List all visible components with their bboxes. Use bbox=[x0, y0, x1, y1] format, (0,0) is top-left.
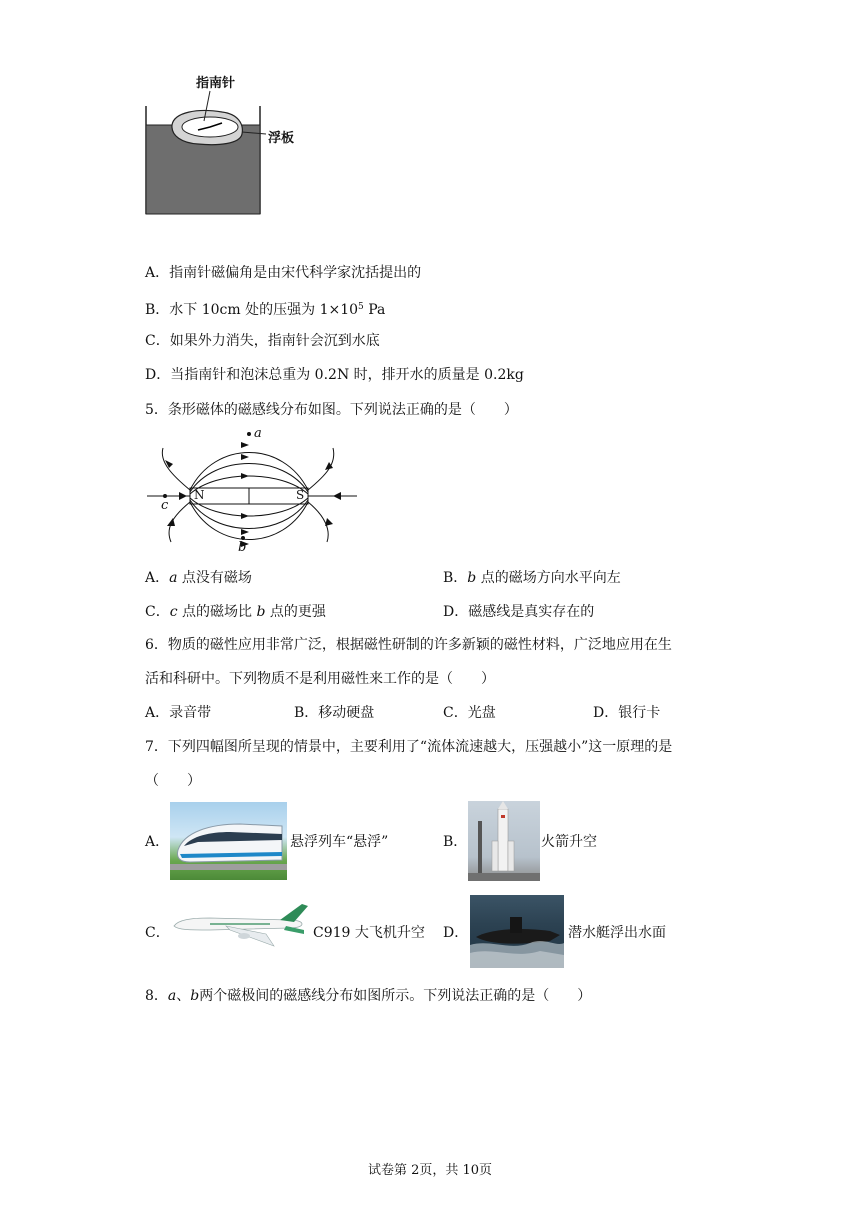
q5-option-d bbox=[443, 602, 594, 622]
q8-var-a: a bbox=[167, 988, 177, 1004]
rocket-launch-image bbox=[468, 801, 540, 881]
submarine-image bbox=[470, 895, 564, 968]
q7-c-letter: C． bbox=[145, 925, 170, 941]
q5-stem: 5．条形磁体的磁感线分布如图。下列说法正确的是（ ） bbox=[145, 402, 518, 418]
q5-a-var: a bbox=[169, 570, 178, 586]
q7-a-text: 悬浮列车“悬浮” bbox=[290, 834, 389, 850]
q7-stem-line1: 7．下列四幅图所呈现的情景中，主要利用了“流体流速越大，压强越小”这一原理的是 bbox=[145, 739, 673, 755]
q5-b-text: 点的磁场方向水平向左 bbox=[476, 570, 621, 586]
magnet-label-c: c bbox=[161, 498, 169, 513]
bar-magnet-figure bbox=[145, 426, 365, 560]
airplane-svg bbox=[170, 904, 310, 950]
label-compass-needle: 指南针 bbox=[196, 76, 236, 91]
q4-b-text: 水下 10cm 处的压强为 1×10 bbox=[169, 302, 359, 318]
q5-a-text: 点没有磁场 bbox=[177, 570, 252, 586]
q8-stem bbox=[145, 986, 591, 1006]
rocket-svg bbox=[468, 801, 540, 881]
q7-d-text: 潜水艇浮出水面 bbox=[568, 925, 666, 941]
q7-c-text: C919 大飞机升空 bbox=[313, 925, 425, 941]
q4-c-letter: C． bbox=[145, 333, 170, 349]
q5-d-text: 磁感线是真实存在的 bbox=[468, 604, 595, 620]
q5-option-a bbox=[145, 568, 252, 588]
q5-option-c bbox=[145, 602, 326, 622]
q4-b-exponent: 5 bbox=[358, 302, 364, 312]
q5-b-letter: B． bbox=[443, 570, 468, 586]
q8-var-b: b bbox=[190, 988, 200, 1004]
q6-option-a: A．录音带 bbox=[145, 705, 212, 721]
q5-option-b bbox=[443, 568, 621, 588]
maglev-train-image bbox=[170, 802, 287, 880]
q6-option-d: D．银行卡 bbox=[593, 705, 661, 721]
q8-sep: 、 bbox=[176, 988, 191, 1004]
q6-option-c: C．光盘 bbox=[443, 705, 496, 721]
bar-magnet-svg bbox=[145, 426, 365, 560]
q5-c-text2: 点的更强 bbox=[265, 604, 326, 620]
q5-c-var1: c bbox=[169, 604, 178, 620]
q5-a-letter: A． bbox=[145, 570, 170, 586]
q6-option-b: B．移动硬盘 bbox=[294, 705, 375, 721]
q5-b-var: b bbox=[467, 570, 477, 586]
magnet-label-b: b bbox=[238, 540, 247, 555]
q7-stem-line2: （ ） bbox=[145, 773, 201, 789]
q4-option-b bbox=[145, 297, 385, 320]
q4-a-text: 指南针磁偏角是由宋代科学家沈括提出的 bbox=[169, 265, 422, 281]
q8-text: 两个磁极间的磁感线分布如图所示。下列说法正确的是（ ） bbox=[199, 988, 592, 1004]
q7-a-letter: A． bbox=[145, 834, 170, 850]
submarine-svg bbox=[470, 895, 564, 968]
q6-stem-line2: 活和科研中。下列物质不是利用磁性来工作的是（ ） bbox=[145, 671, 495, 687]
q4-d-text: 当指南针和泡沫总重为 0.2N 时，排开水的质量是 0.2kg bbox=[170, 367, 524, 383]
label-float-board: 浮板 bbox=[268, 131, 295, 146]
q4-option-d bbox=[145, 365, 524, 385]
q5-c-var2: b bbox=[256, 604, 266, 620]
q7-b-text: 火箭升空 bbox=[541, 834, 597, 850]
q5-c-letter: C． bbox=[145, 604, 170, 620]
maglev-train-svg bbox=[170, 802, 287, 880]
magnet-label-s: S bbox=[296, 488, 305, 502]
page-footer: 试卷第 2页，共 10页 bbox=[367, 1163, 493, 1178]
q4-b-unit: Pa bbox=[363, 302, 386, 318]
q7-b-letter: B． bbox=[443, 834, 468, 850]
magnet-label-n: N bbox=[194, 488, 205, 502]
q5-c-text1: 点的磁场比 bbox=[177, 604, 257, 620]
q4-b-letter: B． bbox=[145, 302, 170, 318]
q4-c-text: 如果外力消失，指南针会沉到水底 bbox=[169, 333, 380, 349]
q6-stem-line1: 6．物质的磁性应用非常广泛，根据磁性研制的许多新颖的磁性材料，广泛地应用在生 bbox=[145, 637, 672, 653]
c919-airplane-image bbox=[170, 904, 310, 950]
compass-float-figure bbox=[138, 68, 308, 220]
q4-option-c bbox=[145, 331, 380, 351]
q5-d-letter: D． bbox=[443, 604, 469, 620]
q8-number: 8． bbox=[145, 988, 168, 1004]
q4-a-letter: A． bbox=[145, 265, 170, 281]
magnet-label-a: a bbox=[254, 426, 262, 441]
q4-option-a bbox=[145, 263, 421, 283]
q7-d-letter: D． bbox=[443, 925, 469, 941]
q4-d-letter: D． bbox=[145, 367, 171, 383]
